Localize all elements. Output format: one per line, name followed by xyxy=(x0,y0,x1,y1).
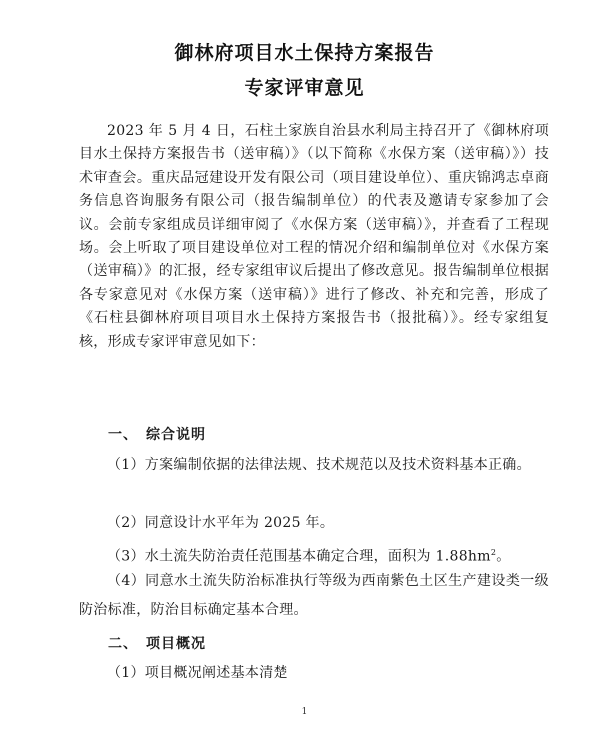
list-item: （4）同意水土流失防治标准执行等级为西南紫色土区生产建设类一级防治标准，防治目标确定基本合理。 xyxy=(79,573,549,618)
document-subtitle: 专家评审意见 xyxy=(244,77,365,99)
document-title: 御林府项目水土保持方案报告 xyxy=(174,42,435,64)
section-number: 一、 xyxy=(108,427,138,443)
section-number: 二、 xyxy=(108,636,138,652)
list-item-end: 。 xyxy=(496,548,511,565)
superscript: 2 xyxy=(490,548,497,557)
intro-paragraph: 2023 年 5 月 4 日，石柱土家族自治县水利局主持召开了《御林府项目水土保持方案报告书（送审稿）》（以下简称《水保方案（送审稿）》）技术审查会。重庆品冠建设开发有限公司（项目建设单位）、重庆锦鸿志卓商务信息咨询服务有限公司（报告编制单位）的代表及邀请专家参加了会议。会前专家组成员详细审阅了《水保方案（送审稿）》，并查看了工程现场。会上听取了项目建设单位对工程的情况介绍和编制单位对《水保方案（送审稿）》的汇报，经专家组审议后提出了修改意见。报告编制单位根据各专家意见对《水保方案（送审稿）》进行了修改、补充和完善，形成了《石柱县御林府项目项目水土保持方案报告书（报批稿）》。经专家组复核，形成专家评审意见如下： xyxy=(79,123,549,350)
section-title: 项目概况 xyxy=(146,636,206,652)
section-heading-1 xyxy=(108,424,206,444)
intro-block xyxy=(79,120,549,354)
page-number: 1 xyxy=(301,707,308,717)
section-heading-2 xyxy=(108,633,206,653)
section-title: 综合说明 xyxy=(146,427,206,443)
list-item-text: （3）水土流失防治责任范围基本确定合理，面积为 1.88hm xyxy=(107,548,491,565)
list-item: （1）项目概况阐述基本清楚 xyxy=(107,665,288,681)
list-item: （2）同意设计水平年为 2025 年。 xyxy=(107,515,335,531)
list-item: （1）方案编制依据的法律法规、技术规范以及技术资料基本正确。 xyxy=(107,457,531,473)
